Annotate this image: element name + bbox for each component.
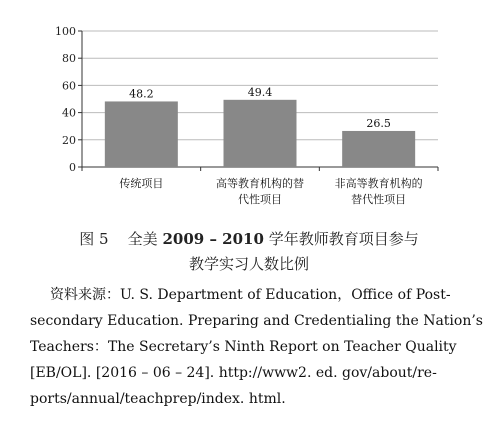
figure-caption-line2: 教学实习人数比例 <box>188 255 309 273</box>
bar <box>342 131 415 167</box>
category-label: 非高等教育机构的 <box>334 177 423 190</box>
caption-suffix: 学年教师教育项目参与 <box>268 230 419 248</box>
category-label: 高等教育机构的替 <box>216 177 304 190</box>
source-line-2: secondary Education. Preparing and Credentialing the Nation’s <box>30 313 483 329</box>
y-tick-label: 20 <box>62 133 76 147</box>
source-line-5: ports/annual/teachprep/index. html. <box>30 391 286 407</box>
category-label: 代性项目 <box>238 193 282 206</box>
bar-value-label: 48.2 <box>129 87 154 101</box>
source-line-4: [EB/OL]. [2016 – 06 – 24]. http://www2. ed. gov/about/re- <box>30 365 437 381</box>
source-line-1: 资料来源：U. S. Department of Education，Office of Post- <box>50 287 451 303</box>
y-tick-label: 0 <box>69 161 76 174</box>
figure-caption-line1 <box>0 228 498 249</box>
figure-number: 图 5 <box>79 230 109 248</box>
y-tick-label: 80 <box>62 52 76 66</box>
category-label: 替代性项目 <box>351 193 407 206</box>
bar-value-label: 49.4 <box>247 85 273 99</box>
source-note <box>30 282 483 412</box>
source-line-3: Teachers：The Secretary’s Ninth Report on Teacher Quality <box>30 339 457 355</box>
y-tick-label: 60 <box>62 79 76 93</box>
caption-prefix: 全美 <box>127 230 158 248</box>
category-label: 传统项目 <box>119 177 164 190</box>
y-tick-label: 100 <box>55 25 76 38</box>
caption-year-range: 2009 – 2010 <box>162 230 264 248</box>
y-tick-label: 40 <box>62 106 76 120</box>
bar <box>224 100 297 167</box>
bar-value-label: 26.5 <box>366 116 391 130</box>
bar <box>105 101 178 167</box>
